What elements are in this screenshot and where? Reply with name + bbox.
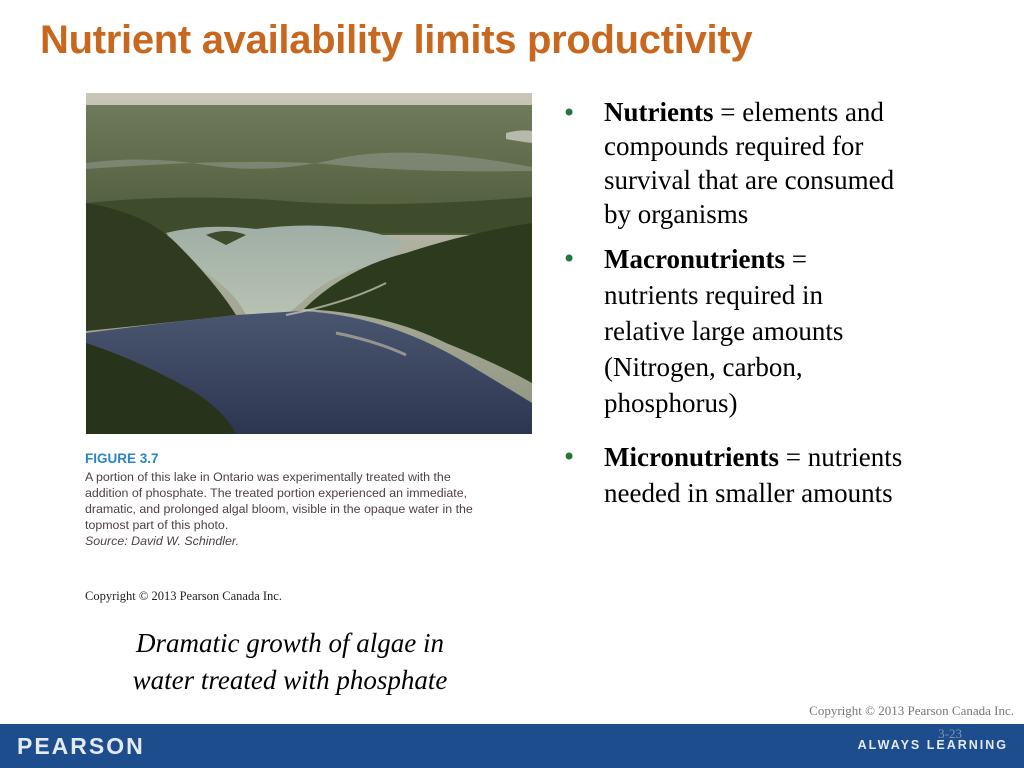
- lake-aerial-photo: [86, 93, 532, 434]
- bullet-separator: =: [713, 97, 743, 127]
- bullet-text-line: needed in smaller amounts: [604, 478, 893, 508]
- bullet-text-line: phosphorus): [604, 388, 738, 418]
- pearson-logo: PEARSON: [17, 733, 145, 759]
- figure-caption-block: [85, 451, 535, 549]
- bullet-separator: =: [778, 442, 808, 472]
- figure-caption-line: addition of phosphate. The treated portion experienced an immediate,: [85, 486, 468, 500]
- bullet-text-line: (Nitrogen, carbon,: [604, 352, 803, 382]
- bullet-list: [562, 95, 992, 511]
- figure-caption-line: A portion of this lake in Ontario was experimentally treated with the: [85, 470, 451, 484]
- bullet-dot-icon: •: [562, 99, 577, 127]
- photo-caption-line: water treated with phosphate: [132, 665, 448, 695]
- bullet-text-line: by organisms: [604, 199, 749, 229]
- bullet-text-line: nutrients required in: [604, 280, 823, 310]
- bullet-text-line: elements and: [742, 97, 884, 127]
- bullet-text-line: survival that are consumed: [604, 165, 895, 195]
- photo-caption: [60, 625, 520, 699]
- footer-copyright: Copyright © 2013 Pearson Canada Inc.: [809, 703, 1014, 718]
- bullet-text-line: nutrients: [807, 442, 903, 472]
- figure-copyright: Copyright © 2013 Pearson Canada Inc.: [85, 589, 282, 603]
- bullet-term: Micronutrients: [604, 442, 779, 472]
- slide-title: Nutrient availability limits productivity: [40, 18, 753, 62]
- bullet-separator: =: [784, 244, 807, 274]
- bullet-item-nutrients: [562, 95, 992, 231]
- bullet-dot-icon: •: [562, 443, 577, 471]
- bullet-item-macronutrients: [562, 241, 992, 421]
- slide-number: 3-23: [938, 726, 962, 741]
- figure-source: Source: David W. Schindler.: [85, 534, 240, 548]
- footer-bar: [0, 724, 1024, 768]
- bullet-item-micronutrients: [562, 439, 992, 511]
- figure-label: FIGURE 3.7: [85, 451, 159, 466]
- bullet-text-line: relative large amounts: [604, 316, 844, 346]
- bullet-dot-icon: •: [562, 245, 577, 273]
- bullet-text-line: compounds required for: [604, 131, 864, 161]
- figure-caption-line: dramatic, and prolonged algal bloom, visible in the opaque water in the: [85, 502, 473, 516]
- tagline: ALWAYS LEARNING: [857, 738, 1008, 752]
- photo-caption-line: Dramatic growth of algae in: [136, 628, 444, 658]
- bullet-term: Macronutrients: [604, 244, 785, 274]
- bullet-term: Nutrients: [604, 97, 714, 127]
- figure-caption-line: topmost part of this photo.: [85, 518, 229, 532]
